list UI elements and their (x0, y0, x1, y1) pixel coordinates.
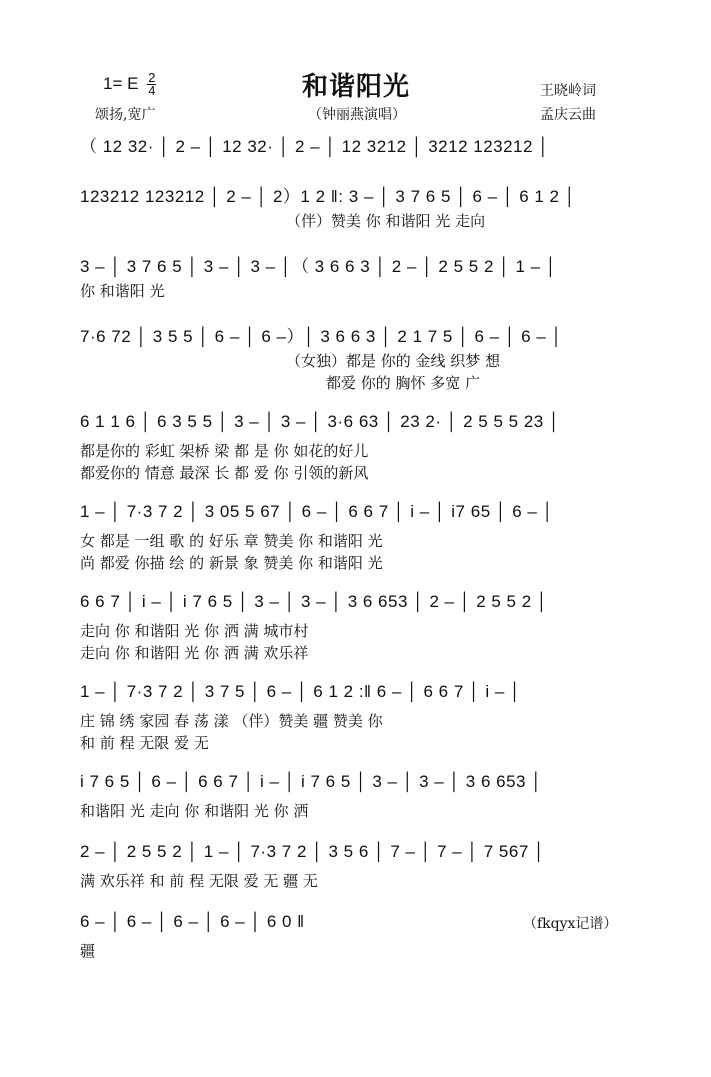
lyricist-credit: 王晓岭词 (540, 83, 596, 99)
time-denominator: 4 (148, 83, 156, 98)
time-numerator: 2 (148, 70, 156, 85)
lyric-line: （伴）赞美 你 和谐阳 光 走向 (286, 212, 486, 230)
song-title: 和谐阳光 (302, 72, 411, 102)
singer-credit: （钟丽燕演唱） (308, 107, 406, 123)
notation-line: i 7 6 5 │ 6 – │ 6 6 7 │ i – │ i 7 6 5 │ 3 – │ 3 – │ 3 6 653 │ (80, 772, 543, 791)
notation-line: 6 6 7 │ i – │ i 7 6 5 │ 3 – │ 3 – │ 3 6 653 │ 2 – │ 2 5 5 2 │ (80, 592, 549, 611)
notation-line: 3 – │ 3 7 6 5 │ 3 – │ 3 – │（ 3 6 6 3 │ 2 – │ 2 5 5 2 │ 1 – │ (80, 257, 557, 276)
notation-line: 123212 123212 │ 2 – │ 2）1 2 ‖: 3 – │ 3 7 6 5 │ 6 – │ 6 1 2 │ (80, 187, 576, 206)
lyric-line: 和谐阳 光 走向 你 和谐阳 光 你 洒 (80, 802, 309, 820)
lyric-line: 庄 锦 绣 家园 春 荡 漾 （伴）赞美 疆 赞美 你 (80, 712, 383, 730)
key-label: 1= E (103, 73, 139, 93)
lyric-line: （女独）都是 你的 金线 织梦 想 (286, 352, 501, 370)
lyric-line: 疆 (80, 942, 96, 960)
notation-line: （ 12 32· │ 2 – │ 12 32· │ 2 – │ 12 3212 │ 3212 123212 │ (80, 137, 550, 156)
notation-line: 2 – │ 2 5 5 2 │ 1 – │ 7·3 7 2 │ 3 5 6 │ 7 – │ 7 – │ 7 567 │ (80, 842, 546, 861)
lyric-line: 都是你的 彩虹 架桥 梁 都 是 你 如花的好儿 (80, 442, 369, 460)
lyric-line: 和 前 程 无限 爱 无 (80, 734, 209, 752)
notation-line: 6 – │ 6 – │ 6 – │ 6 – │ 6 0 ‖ (80, 912, 305, 931)
lyric-line: 走向 你 和谐阳 光 你 洒 满 欢乐祥 (80, 644, 309, 662)
notation-line: 1 – │ 7·3 7 2 │ 3 7 5 │ 6 – │ 6 1 2 :‖ 6 – │ 6 6 7 │ i – │ (80, 682, 522, 701)
transcriber-credit: （fkqyx记谱） (523, 916, 618, 932)
key-signature (103, 72, 156, 97)
lyric-line: 都爱 你的 胸怀 多宽 广 (326, 374, 481, 392)
time-signature (147, 72, 156, 97)
lyric-line: 女 都是 一组 歌 的 好乐 章 赞美 你 和谐阳 光 (80, 532, 383, 550)
lyric-line: 你 和谐阳 光 (80, 282, 165, 300)
tempo-marking: 颂扬,宽广 (95, 107, 156, 123)
lyric-line: 走向 你 和谐阳 光 你 洒 满 城市村 (80, 622, 309, 640)
lyric-line: 尚 都爱 你描 绘 的 新景 象 赞美 你 和谐阳 光 (80, 554, 383, 572)
lyric-line: 满 欢乐祥 和 前 程 无限 爱 无 疆 无 (80, 872, 318, 890)
notation-line: 1 – │ 7·3 7 2 │ 3 05 5 67 │ 6 – │ 6 6 7 │ i – │ i7 65 │ 6 – │ (80, 502, 554, 521)
notation-line: 7·6 72 │ 3 5 5 │ 6 – │ 6 –）│ 3 6 6 3 │ 2 1 7 5 │ 6 – │ 6 – │ (80, 327, 563, 346)
composer-credit: 孟庆云曲 (540, 107, 596, 123)
lyric-line: 都爱你的 情意 最深 长 都 爱 你 引领的新风 (80, 464, 369, 482)
notation-line: 6 1 1 6 │ 6 3 5 5 │ 3 – │ 3 – │ 3·6 63 │ 23 2· │ 2 5 5 5 23 │ (80, 412, 561, 431)
